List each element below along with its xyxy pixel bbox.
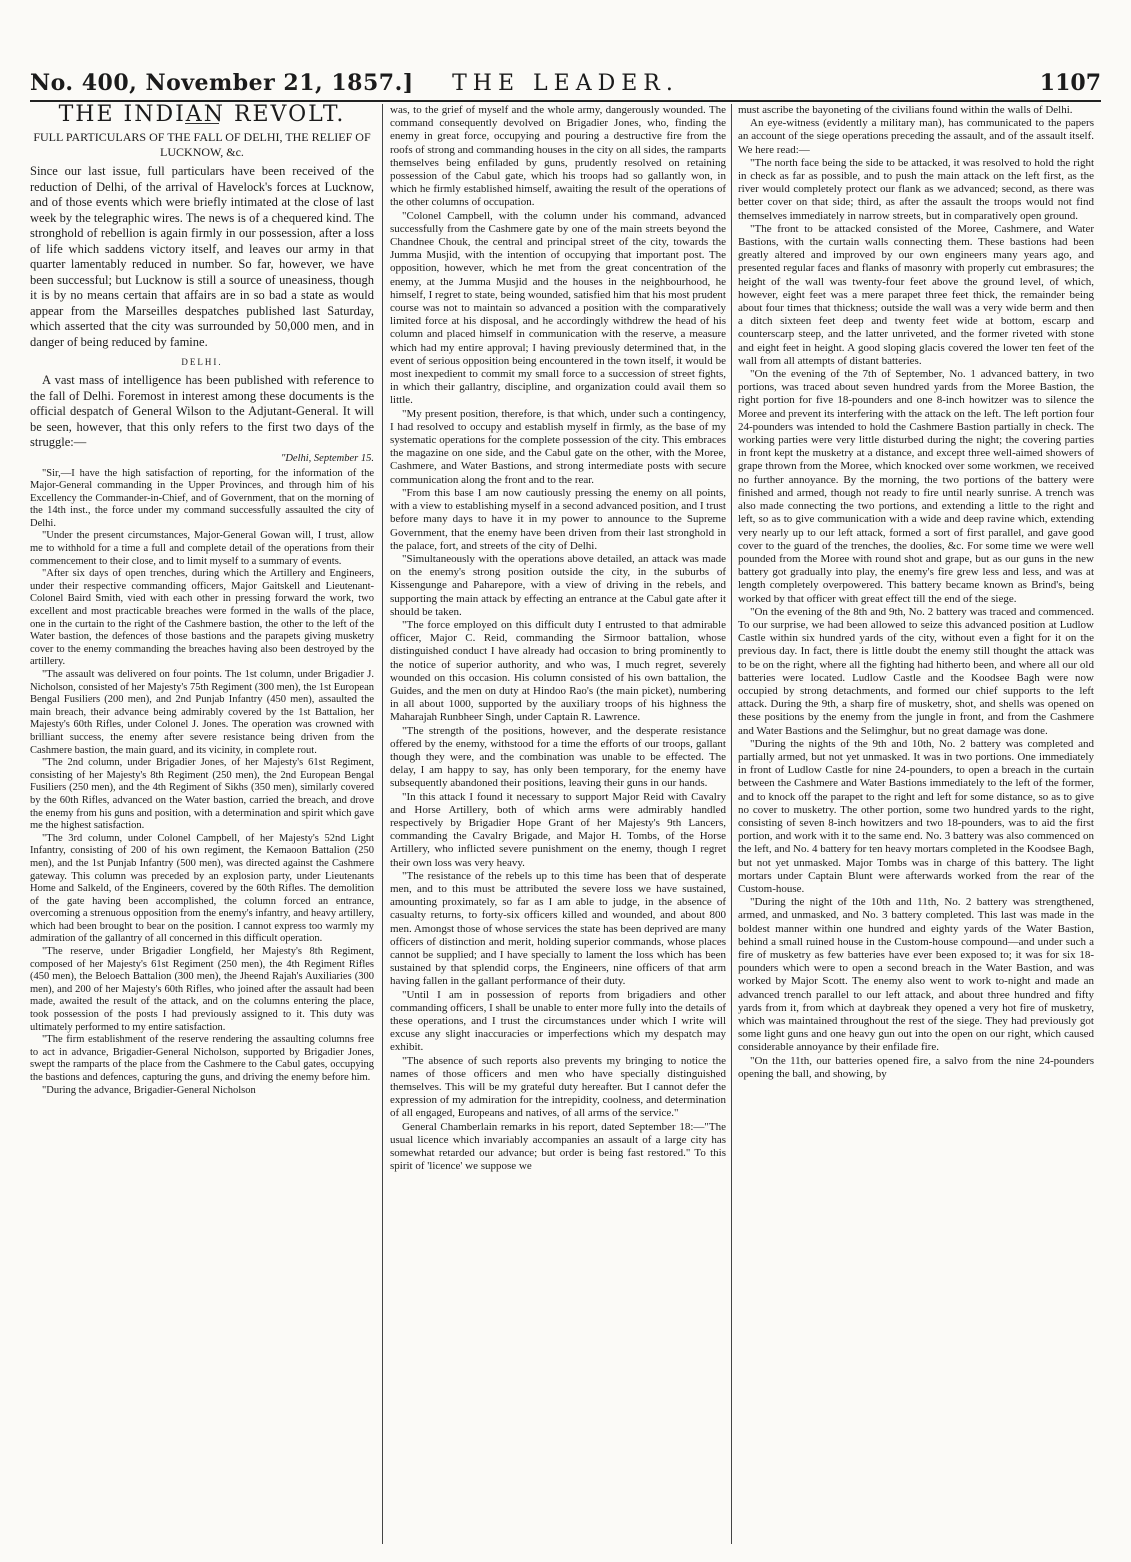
article-subhead: FULL PARTICULARS OF THE FALL OF DELHI, THE RELIEF OF LUCKNOW, &c. [33,130,371,160]
paragraph: "During the advance, Brigadier-General Nicholson [42,1084,256,1096]
paragraph: "During the nights of the 9th and 10th, No. 2 battery was completed and partially armed, but not yet unmasked. It was in two portions. One immediately in front of Ludlow Castle for nine 24-pounders, to open a breach in the curtain between the Cashmere and Water Bastions immediately to the left of the former, and to knock off the parapet to the right and left for some distance, so as to give no cover to musketry. The other portion, some two hundred yards to the right, consisting of seven 8-inch howitzers and two 18-pounders, was to aid the first portion, and work with it to the same end. No. 3 battery was also commenced on the left, and No. 4 battery for ten heavy mortars completed in the Koodsee Bagh, but not yet unmasked. Major Tombs was in charge of this battery. The light mortars under Captain Blunt were afterwards worked from the rear of the Custom-house. [738,737,1094,895]
paragraph: must ascribe the bayoneting of the civilians found within the walls of Delhi. [738,104,1073,116]
paragraph: "From this base I am now cautiously pressing the enemy on all points, with a view to establishing myself in a second advanced position, and I trust before many days to have it in my power to announce to the Supreme Government, that the enemy have been driven from their last stronghold in the palace, fort, and streets of the city of Delhi. [390,486,726,552]
paragraph: "After six days of open trenches, during which the Artillery and Engineers, under their respective commanding officers, Major Gaitskell and Lieutenant-Colonel Baird Smith, vied with each other in pressing forward the work, two excellent and most practicable breaches were formed in the walls of the place, one in the curtain to the right of the Cashmere bastion, the other to the left of the Water bastion, the defences of those bastions and the parapets giving musketry cover to the enemy commanding the breaches having also been destroyed by the artillery. [30,568,374,668]
paragraph: "The assault was delivered on four points. The 1st column, under Brigadier J. Nicholson, consisted of her Majesty's 75th Regiment (300 men), the 1st European Bengal Fusiliers (200 men), and 2nd Punjab Infantry (450 men), assaulted the main breach, their advance being admirably covered by the 1st Battalion, her Majesty's 60th Rifles, under Colonel J. Jones. The operation was crowned with brilliant success, the enemy after severe resistance being driven from the Cashmere bastion, the main guard, and its vicinity, in complete rout. [30,669,374,756]
paragraph: "Colonel Campbell, with the column under his command, advanced successfully from the Cashmere gate by one of the main streets beyond the Chandnee Chouk, the central and principal street of the city, towards the Jumma Musjid, with the intention of occupying that important post. The opposition, however, which he met from the great concentration of the enemy, at the Jumma Musjid and the houses in the neighbourhood, he himself, I regret to state, being wounded, satisfied him that his most prudent course was not to maintain so advanced a position with the comparatively limited force at his disposal, and he accordingly withdrew the head of his column and placed himself in communication with the reserve, a measure which had my entire approval; I having previously determined that, in the event of serious opposition being encountered in the town itself, it would be most inexpedient to commit my small force to a succession of street fights, in which their gallantry, discipline, and organization could avail them so little. [390,209,726,407]
paragraph: "On the evening of the 8th and 9th, No. 2 battery was traced and commenced. To our surprise, we had been allowed to seize this advanced position at Ludlow Castle within six hundred yards of the city, without even a fight for it on the previous day. In fact, there is little doubt the enemy still thought the attack was to be on the right, where all the fighting had hitherto been, and where all our old batteries were located. Ludlow Castle and the Koodsee Bagh were now occupied by strong detachments, and formed our chief supports to the left attack. During the 9th, a sharp fire of musketry, shot, and shells was opened on these positions by the enemy from the jungle in front, and from the Cashmere and Water Bastions and the Selimghur, but no great damage was done. [738,605,1094,737]
paragraph: "Under the present circumstances, Major-General Gowan will, I trust, allow me to withhold for a time a full and complete detail of the operations from their commencement to their close, and to limit myself to a summary of events. [30,530,374,567]
paragraph: "My present position, therefore, is that which, under such a contingency, I had resolved to occupy and establish myself in firmly, as the base of my systematic operations for the complete possession of the city. This embraces the magazine on one side, and the Cabul gate on the other, with the Moree, Cashmere, and Water Bastions, and strong intermediate posts with secure communication along the front and to the rear. [390,407,726,486]
column-1 [30,104,374,1544]
paragraph: "During the night of the 10th and 11th, No. 2 battery was strengthened, armed, and unmasked, and No. 3 battery completed. This last was made in the boldest manner within one hundred and eighty yards of the Water Bastion, behind a small ruined house in the Custom-house compound—and under such a fire of musketry as few batteries have ever been exposed to; it was for six 18-pounders which were to open a second breach in the Water Bastion, and was worked by Major Scott. The enemy also went to work to-night and made an advanced trench parallel to our left attack, and about three hundred and fifty yards from it, from which at daybreak they opened a very hot fire of musketry, which was maintained throughout the rest of the siege. They had previously got some light guns and one heavy gun out into the open on our right, which caused considerable annoyance by their enfilade fire. [738,896,1094,1054]
paragraph: "Sir,—I have the high satisfaction of reporting, for the information of the Major-General commanding in the Upper Provinces, and through him of his Excellency the Commander-in-Chief, and of Government, that on the morning of the 14th inst., the force under my command successfully assaulted the city of Delhi. [30,467,374,529]
despatch-dateline: "Delhi, September 15. [280,452,374,464]
column-2-body [390,104,726,1173]
column-3 [738,104,1094,1544]
column-divider [382,104,383,1544]
article-headline: THE INDIAN REVOLT. [58,104,346,127]
intro-paragraph: Since our last issue, full particulars have been received of the reduction of Delhi, of the arrival of Havelock's forces at Lucknow, and of those events which were briefly intimated at the close of last week by the telegraphic wires. The news is of a chequered kind. The stronghold of rebellion is again firmly in our possession, after a loss of life which saddens victory itself, and leaves our army in that quarter lamentably reduced in number. So far, however, we have been successful; but Lucknow is still a source of uneasiness, though it is by no means certain that affairs are in so bad a state as would appear from the Marseilles despatches published last Saturday, which asserted that the city was surrounded by 50,000 men, and in danger of being reduced by famine. [30,164,374,349]
paragraph: was, to the grief of myself and the whole army, dangerously wounded. The command consequently devolved on Brigadier Jones, who, finding the enemy in great force, occupying and pouring a destructive fire from the roofs of strong and commanding houses in the city on all sides, the ramparts themselves being enfiladed by guns, prudently resolved on retaining possession of the Cabul gate, which his troops had so gallantly won, in which he firmly established himself, awaiting the result of the operations of the other columns of occupation. [390,104,726,209]
column-divider [731,104,732,1544]
paragraph: "The strength of the positions, however, and the desperate resistance offered by the enemy, withstood for a time the efforts of our troops, gallant though they were, and the combination was unable to be effected. The delay, I am happy to say, has only been temporary, for the enemy have subsequently abandoned their positions, leaving their guns in our hands. [390,724,726,790]
paragraph: "On the evening of the 7th of September, No. 1 advanced battery, in two portions, was traced about seven hundred yards from the Moree Bastion, the right portion for five 18-pounders and one 8-inch howitzer was to silence the Moree and prevent its interfering with the attack on the left. The left portion four 24-pounders was intended to hold the Cashmere Bastion partially in check. The working parties were very little disturbed during the night; the covering parties in front kept the musketry at a distance, and except three well-aimed showers of grape thrown from the Moree, which knocked over some workmen, we received no further annoyance. By the morning, the two portions of the battery were finished and armed, though not ready to fire until nearly sunrise. A trench was also made connecting the two portions, and extending a little to the right and left, so as to give communication with a wide and deep ravine which, extending very nearly up to our left attack, formed a sort of first parallel, and gave good cover to the guard of the trenches, the doolies, &c. For some time we were well pounded from the Moree with round shot and grape, but as our guns in the new battery got gradually into play, the enemy's fire grew less and less, and was at length completely overpowered. This battery became known as Brind's, being worked by that officer with great effect till the end of the siege. [738,368,1094,605]
masthead-rule [30,100,1101,102]
paragraph: "In this attack I found it necessary to support Major Reid with Cavalry and Horse Artillery, both of which arms were admirably handled respectively by Brigadier Hope Grant of her Majesty's 9th Lancers, commanding the Cavalry Brigade, and Major H. Tombs, of the Horse Artillery, who inflicted severe punishment on the enemy, though I regret their own loss was very heavy. [390,790,726,869]
section-heading: DELHI. [181,357,223,368]
paragraph: "The north face being the side to be attacked, it was resolved to hold the right in check as far as possible, and to push the main attack on the left first, as the river would completely protect our flank as we advanced; second, as there was better cover on that side; third, as after the assault the troops would not find themselves immediately in narrow streets, but in comparatively open ground. [738,156,1094,222]
paragraph: "The reserve, under Brigadier Longfield, her Majesty's 8th Regiment, composed of her Majesty's 61st Regiment (250 men), the 4th Regiment Rifles (450 men), the Beloech Battalion (300 men), the Jheend Rajah's Auxiliaries (300 men), and 200 of her Majesty's 60th Rifles, who joined after the assault had been made, awaited the result of the attack, and on the columns entering the place, took possession of the posts I had previously assigned to it. This duty was ultimately performed to my entire satisfaction. [30,946,374,1033]
paragraph: "Simultaneously with the operations above detailed, an attack was made on the enemy's strong position outside the city, in the suburbs of Kissengunge and Paharepore, with a view of driving in the rebels, and supporting the main attack by effecting an entrance at the Cabul gate after it should be taken. [390,552,726,618]
paragraph: "On the 11th, our batteries opened fire, a salvo from the nine 24-pounders opening the ball, and showing, by [738,1054,1094,1080]
paragraph: "The 2nd column, under Brigadier Jones, of her Majesty's 61st Regiment, consisting of her Majesty's 8th Regiment (250 men), the 2nd European Bengal Fusiliers (250 men), and the 4th Regiment of Sikhs (350 men), similarly covered by the 60th Rifles, advanced on the Water bastion, carried the breach, and drove the enemy from his guns and position, with a determination and spirit which gave me the highest satisfaction. [30,757,374,832]
masthead [30,62,1101,100]
paragraph: "The firm establishment of the reserve rendering the assaulting columns free to act in advance, Brigadier-General Nicholson, supported by Brigadier Jones, swept the ramparts of the place from the Cashmere to the Cabul gates, occupying the bastions and defences, capturing the guns, and driving the enemy before him. [30,1034,374,1083]
column-2 [390,104,726,1544]
issue-line: No. 400, November 21, 1857.] [30,70,414,96]
paragraph: "The force employed on this difficult duty I entrusted to that admirable officer, Major C. Reid, commanding the Sirmoor battalion, whose distinguished conduct I have already had occasion to bring prominently to the notice of superior authority, and who was, I much regret, severely wounded on this occasion. His column consisted of his own battalion, the Guides, and the men on duty at Hindoo Rao's (the main picket), numbering in all about 1000, supported by the auxiliary troops of his highness the Maharajah Runbheer Singh, under Captain R. Lawrence. [390,618,726,724]
despatch-body [30,468,374,1098]
column-3-body [738,104,1094,1081]
paragraph: "The front to be attacked consisted of the Moree, Cashmere, and Water Bastions, with the curtain walls connecting them. These bastions had been greatly altered and improved by our own engineers many years ago, and presented regular faces and flanks of masonry with properly cut embrasures; the height of the wall was twenty-four feet above the ground level, of which, however, eight feet was a mere parapet three feet thick, the remainder being about four times that thickness; outside the wall was a very wide berm and then a ditch sixteen feet deep and twenty feet wide at bottom, escarp and counterscarp steep, and the latter unriveted, and the former riveted with stone and eight feet in height. A good sloping glacis covered the lower ten feet of the wall from all attempts of distant batteries. [738,222,1094,367]
paragraph: "Until I am in possession of reports from brigadiers and other commanding officers, I shall be unable to enter more fully into the details of these operations, and I trust the circumstances under which I write will excuse any slight inaccuracies or imperfections which my despatch may exhibit. [390,988,726,1054]
paragraph: General Chamberlain remarks in his report, dated September 18:—"The usual licence which invariably accompanies an assault of a large city has somewhat retarded our advance; but order is being fast restored." To this spirit of 'licence' we suppose we [390,1120,726,1173]
newspaper-title: THE LEADER. [452,71,679,96]
paragraph: "The 3rd column, under Colonel Campbell, of her Majesty's 52nd Light Infantry, consisting of 200 of his own regiment, the Kemaoon Battalion (250 men), and the 1st Punjab Infantry (500 men), was directed against the Cashmere gateway. This column was preceded by an explosion party, under Lieutenants Home and Salkeld, of the Engineers, covered by the 60th Rifles. The demolition of the gate having been accomplished, the column forced an entrance, overcoming a strenuous opposition from the enemy's infantry, and heavy artillery, which had been brought to bear on the position. I cannot express too warmly my admiration of the gallantry of all concerned in this difficult operation. [30,832,374,945]
paragraph: "The resistance of the rebels up to this time has been that of desperate men, and to this must be attributed the severe loss we have sustained, amounting proximately, so far as I am able to judge, in the absence of casualty returns, to forty-six officers killed and wounded, and about 800 men. Amongst those of whose services the state has been deprived are many officers of distinction and merit, holding superior commands, whose places cannot be supplied; and I have specially to lament the loss which has been sustained by that splendid corps, the Engineers, nine officers of that arm having fallen in the gallant performance of their duty. [390,869,726,988]
paragraph: An eye-witness (evidently a military man), has communicated to the papers an account of the siege operations preceding the assault, and of the assault itself. We here read:— [738,117,1094,156]
page-number: 1107 [1039,70,1101,96]
delhi-intro-paragraph: A vast mass of intelligence has been published with reference to the fall of Delhi. Foremost in interest among these documents is the official despatch of General Wilson to the Adjutant-General. It will be seen, however, that this only refers to the first two days of the struggle:— [30,373,374,450]
paragraph: "The absence of such reports also prevents my bringing to notice the names of those officers and men who have specially distinguished themselves. This will be my grateful duty hereafter. But I cannot defer the expression of my admiration for the intrepidity, coolness, and determination of all engaged, Europeans and natives, of all arms of the service." [390,1054,726,1120]
